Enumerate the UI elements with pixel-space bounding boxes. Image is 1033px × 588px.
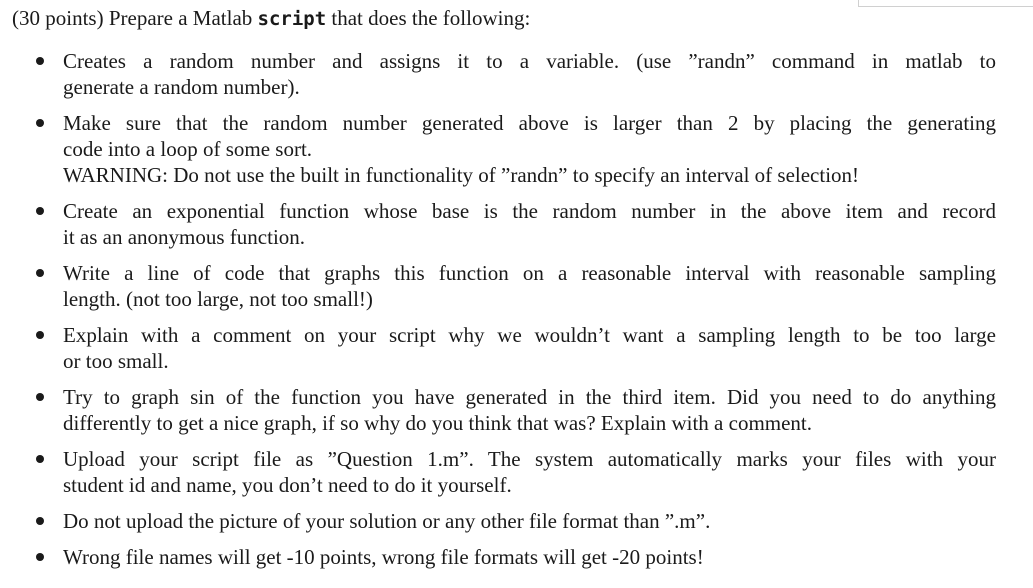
item-line: Upload your script file as ”Question 1.m”. The system automatically marks your files with your [63, 447, 996, 471]
list-item [36, 544, 996, 570]
item-line: differently to get a nice graph, if so why do you think that was? Explain with a comment. [63, 411, 813, 435]
heading-prefix: (30 points) Prepare a Matlab [12, 6, 258, 30]
list-item [36, 508, 996, 534]
requirements-list [36, 48, 996, 580]
bullet-icon [36, 331, 44, 339]
list-item [36, 198, 996, 250]
item-line: Do not upload the picture of your solution or any other file format than ”.m”. [63, 509, 711, 533]
item-line: Wrong file names will get -10 points, wrong file formats will get -20 points! [63, 545, 704, 569]
bullet-icon [36, 393, 44, 401]
item-line: length. (not too large, not too small!) [63, 287, 373, 311]
page-edge-divider [858, 0, 1033, 7]
list-item [36, 260, 996, 312]
bullet-icon [36, 269, 44, 277]
item-line: Write a line of code that graphs this function on a reasonable interval with reasonable sampling [63, 261, 996, 285]
list-item [36, 322, 996, 374]
list-item [36, 48, 996, 100]
item-line: Create an exponential function whose base is the random number in the above item and record [63, 199, 996, 223]
item-line: or too small. [63, 349, 169, 373]
item-line: it as an anonymous function. [63, 225, 306, 249]
item-line: Creates a random number and assigns it to a variable. (use ”randn” command in matlab to [63, 49, 996, 73]
bullet-icon [36, 207, 44, 215]
list-item [36, 110, 996, 188]
heading-keyword: script [257, 8, 327, 30]
heading-suffix: that does the following: [326, 6, 531, 30]
bullet-icon [36, 455, 44, 463]
question-heading [12, 4, 530, 33]
item-line: code into a loop of some sort. [63, 137, 313, 161]
bullet-icon [36, 57, 44, 65]
item-line: Try to graph sin of the function you have generated in the third item. Did you need to do anything [63, 385, 996, 409]
item-line: generate a random number). [63, 75, 300, 99]
bullet-icon [36, 517, 44, 525]
list-item [36, 446, 996, 498]
list-item [36, 384, 996, 436]
bullet-icon [36, 119, 44, 127]
item-line: Make sure that the random number generated above is larger than 2 by placing the generating [63, 111, 996, 135]
item-line: WARNING: Do not use the built in functionality of ”randn” to specify an interval of selection! [63, 163, 860, 187]
item-line: student id and name, you don’t need to do it yourself. [63, 473, 512, 497]
item-line: Explain with a comment on your script why we wouldn’t want a sampling length to be too large [63, 323, 996, 347]
bullet-icon [36, 553, 44, 561]
